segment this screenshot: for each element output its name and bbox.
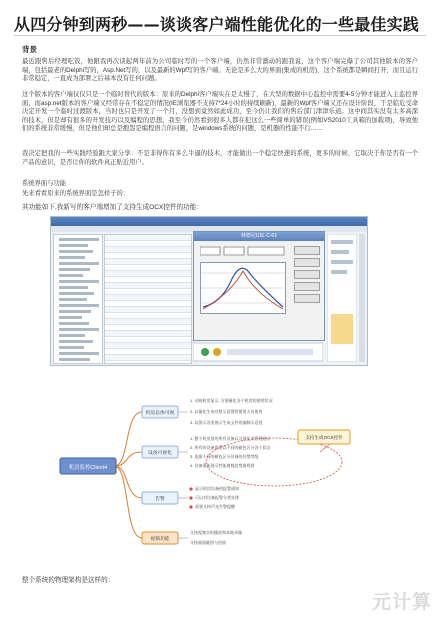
dialog-buttons [294, 246, 320, 306]
branch-item: 3. 依据不同的颜色区分设备的告警等级 [190, 454, 259, 459]
branch-label-video: 视频功能 [150, 537, 170, 542]
trend-plot [200, 262, 286, 314]
branch-item: 4. 设备需能展示性能参数趋势曲线图 [190, 463, 255, 468]
site-logo: 元计算 [371, 591, 432, 613]
branch-item: 2. 所有的设备需要以不同的颜色区分各个状态 [190, 445, 271, 450]
branch-item: 1. 整个机房里的所有设备以可视化来管理展示 [190, 436, 271, 441]
status-area [193, 341, 323, 363]
app-scrollbar [359, 234, 365, 362]
paragraph-intro: 最近跟售后经理吃饭，他跟我再次谈起两年前为公司临时写的一个客户端，仍然非常激动的跟我说，这个客户端完爆了公司其他版本的客户端，包括最老的Delphi写的，Asp.Net写的，以及最新的Wpf写的客户端。无论是多么大的界面(集成的机房)，这个系统都是瞬间打开，而且运行非常稳定，一直成为部署之后基本没有任何问题。 [22, 58, 418, 83]
dialog-title: 林德尼U1L C-01 [194, 232, 324, 241]
branch-label-alarm: 告警 [155, 497, 165, 502]
mindmap-center-label: 机房监控Client4 [68, 465, 108, 471]
paragraph-old-ui: 先来看看原来的系统界面是怎样子的： [22, 190, 130, 197]
device-tree-panel [53, 234, 103, 364]
monitor-dialog [193, 231, 325, 341]
section-heading-ui: 系统界面与功能 [22, 180, 67, 187]
branch-item: 3. 以图示各类展示生成文件的编制示意图 [190, 420, 263, 425]
title-divider [14, 35, 426, 36]
paragraph-history: 这个版本的客户端仅仅只是一个临时替代的版本：原来的Delphi客户端实在是太慢了，在大型的数据中心监控中需要4-5分钟才能进入主监控界面，而asp.net版本的客户端又经常存在不稳定的情况(IE浏览器不支持7*24小时的持续刷新)，最新的Wpf客户端又还在设计阶段，于是临危受命决定开发一个临时过渡版本，当时也只是开发了一个月，没想到竟然如此成功，至今仍让我们的售后部门津津乐道。这中间其实没有太多高深的技术，但是却有很多的开发技巧以及编程的思想。我至今仍然看到很多人都在犯这么一些简单的错误(例如VS2010工具箱的加载项)，导致他们的系统非常缓慢，但是他们却总是抱怨是编程语言的问题，是windows系统的问题，是机器的性能不行…… [22, 91, 418, 133]
branch-item: 支持画面截图与回放 [190, 540, 226, 545]
old-client-screenshot [50, 216, 368, 366]
paragraph-share: 我决定把我的一些实践经验跟大家分享：不是非得你有多么牛逼的技术，才能做出一个稳定快速的系统，更多的时候，它取决于你是否有一个产品的意识，是否让你的软件真正贴近用户。 [22, 150, 418, 166]
ocx-callout-label: 支持生成OCX控件 [305, 435, 343, 440]
branch-item: 需要支持声光告警提醒 [195, 504, 235, 509]
caption-architecture: 整个系统的物理架构是这样的： [22, 577, 115, 584]
feature-mindmap [58, 390, 360, 566]
parameter-grid [104, 234, 192, 364]
branch-item: 2. 以量化生成对照示意图给使用人员使用 [190, 409, 263, 414]
branch-item: 支持视频实时播放和本地录像 [190, 530, 242, 535]
branch-item: 1. 动画机房显示, 方便量化各个机房的使用状况 [190, 398, 273, 403]
branch-item: 显示机房设备的报警通知 [195, 486, 239, 491]
branch-label-devices: 设备可视化 [148, 451, 172, 456]
branch-item: 可以对设备报警分类处理 [195, 495, 239, 500]
article-title: 从四分钟到两秒——谈谈客户端性能优化的一些最佳实践 [14, 15, 420, 34]
dialog-toolbar [200, 246, 290, 258]
section-heading-background: 背景 [22, 45, 37, 54]
app-titlebar [51, 217, 367, 226]
branch-label-overview: 机房总体可视 [145, 411, 175, 416]
right-side-panel [327, 234, 357, 362]
caption-features: 其功能如下,我新写的客户端增加了支持生成OCX控件的功能： [22, 204, 203, 211]
